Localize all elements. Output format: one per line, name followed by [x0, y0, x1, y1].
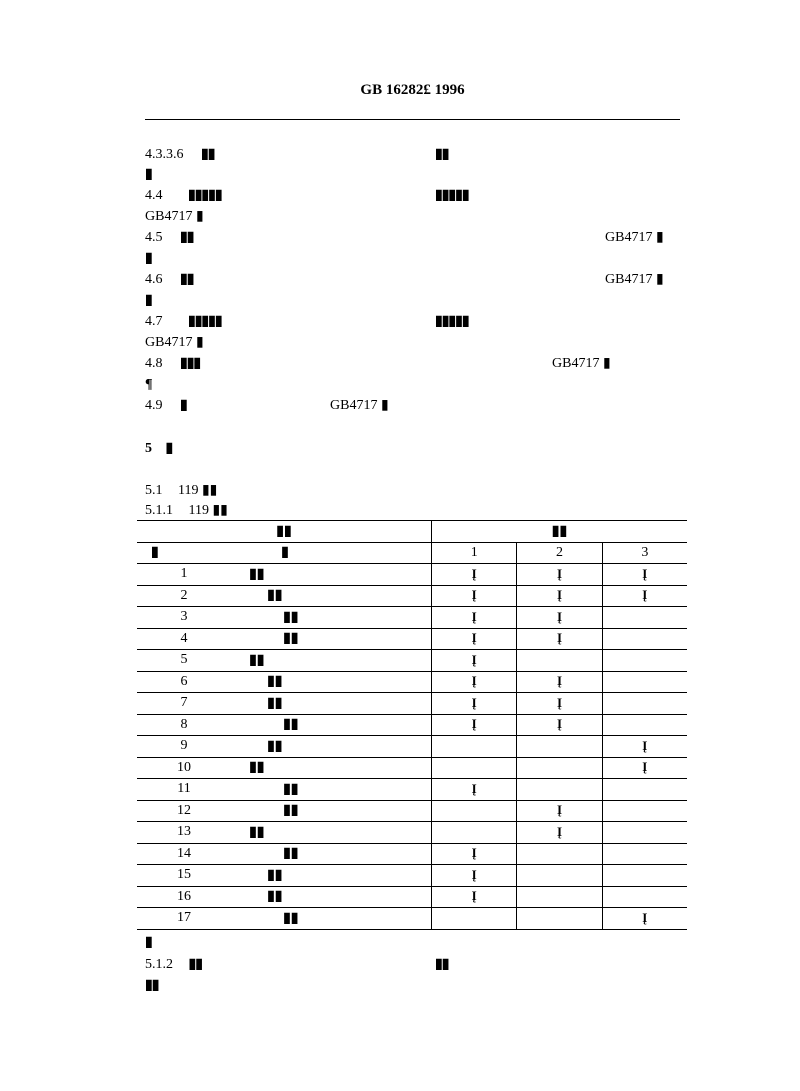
applicable-mark: Į	[556, 823, 563, 839]
row-name: ▮▮	[231, 886, 431, 908]
clause-4-9	[145, 397, 187, 415]
table-row	[137, 757, 687, 779]
col-1-cell	[432, 564, 517, 586]
col-1-cell	[432, 865, 517, 887]
col-header-1: 1	[432, 542, 517, 564]
table-group-right-header: ▮▮	[432, 521, 687, 543]
applicable-mark: Į	[471, 694, 477, 710]
table-row	[137, 607, 687, 629]
clause-number: 4.9	[145, 398, 163, 413]
applicable-mark: Į	[642, 565, 648, 581]
table-group-left-header: ▮▮	[137, 521, 432, 543]
table-row	[137, 822, 687, 844]
clause-4-3-3-6	[145, 146, 214, 164]
table-row	[137, 564, 687, 586]
col-3-cell	[602, 607, 687, 629]
clause-text-right: ▮▮▮▮▮	[435, 188, 469, 203]
col-header-name: ▮	[231, 542, 431, 564]
table-row	[137, 800, 687, 822]
col-1-cell	[432, 779, 517, 801]
clause-4-5	[145, 229, 193, 247]
row-number: 10	[137, 757, 231, 779]
applicable-mark: Į	[556, 802, 563, 818]
table-row	[137, 650, 687, 672]
col-2-cell	[517, 757, 602, 779]
col-1-cell	[432, 757, 517, 779]
row-number: 11	[137, 779, 231, 801]
clause-continuation: ▮	[145, 167, 152, 182]
applicable-mark: Į	[642, 909, 648, 925]
clause-4-8	[145, 355, 200, 373]
col-2-cell	[517, 843, 602, 865]
col-1-cell	[432, 908, 517, 930]
col-2-cell	[517, 908, 602, 930]
col-2-cell	[517, 800, 602, 822]
clause-number: 5.1.2	[145, 957, 173, 972]
col-2-cell	[517, 886, 602, 908]
clause-continuation: ¶	[145, 377, 152, 392]
row-name: ▮▮	[231, 714, 431, 736]
section-title: ▮	[165, 441, 173, 456]
row-number: 2	[137, 585, 231, 607]
col-3-cell	[602, 908, 687, 930]
page-header-title: GB 16282£ 1996	[360, 82, 465, 98]
col-3-cell	[602, 779, 687, 801]
col-1-cell	[432, 693, 517, 715]
col-3-cell	[602, 671, 687, 693]
clause-text: ▮▮	[180, 272, 194, 287]
col-2-cell	[517, 865, 602, 887]
clause-5-1-2	[145, 956, 202, 974]
row-name: ▮▮	[231, 650, 431, 672]
applicable-mark: Į	[556, 608, 563, 624]
applicable-mark: Į	[471, 780, 477, 796]
col-1-cell	[432, 736, 517, 758]
clause-continuation: ▮	[145, 293, 152, 308]
table-row	[137, 779, 687, 801]
applicable-mark: Į	[471, 673, 477, 689]
applicable-mark: Į	[471, 651, 477, 667]
col-2-cell	[517, 628, 602, 650]
clause-text-right: GB4717 ▮	[330, 398, 389, 413]
row-number: 9	[137, 736, 231, 758]
applicable-mark: Į	[471, 845, 477, 861]
clause-number: 4.8	[145, 356, 163, 371]
table-row	[137, 908, 687, 930]
table-row	[137, 886, 687, 908]
col-1-cell	[432, 714, 517, 736]
table-row	[137, 693, 687, 715]
col-1-cell	[432, 822, 517, 844]
clause-number: 4.4	[145, 188, 163, 203]
col-2-cell	[517, 650, 602, 672]
row-number: 17	[137, 908, 231, 930]
clause-continuation: GB4717 ▮	[145, 335, 204, 350]
col-header-number: ▮	[137, 542, 231, 564]
table-row	[137, 628, 687, 650]
table-row	[137, 736, 687, 758]
clause-5-1-1	[145, 502, 228, 520]
row-name: ▮▮	[231, 585, 431, 607]
col-3-cell	[602, 800, 687, 822]
clause-text-right: GB4717 ▮	[552, 356, 611, 371]
applicable-mark: Į	[471, 888, 477, 904]
applicable-mark: Į	[556, 587, 563, 603]
col-3-cell	[602, 585, 687, 607]
row-name: ▮▮	[231, 779, 431, 801]
col-1-cell	[432, 671, 517, 693]
applicable-mark: Į	[556, 565, 563, 581]
applicable-mark: Į	[471, 587, 477, 603]
table-group-header-row	[137, 521, 687, 543]
clause-text: ▮▮▮▮▮	[188, 188, 222, 203]
clause-continuation: ▮▮	[145, 978, 159, 993]
clause-number: 4.6	[145, 272, 163, 287]
col-2-cell	[517, 607, 602, 629]
row-name: ▮▮	[231, 607, 431, 629]
row-name: ▮▮	[231, 564, 431, 586]
col-1-cell	[432, 628, 517, 650]
col-1-cell	[432, 607, 517, 629]
row-name: ▮▮	[231, 671, 431, 693]
clause-continuation: ▮	[145, 251, 152, 266]
table-footnote: ▮	[145, 935, 152, 950]
applicable-mark: Į	[471, 716, 477, 732]
row-number: 7	[137, 693, 231, 715]
row-name: ▮▮	[231, 757, 431, 779]
row-name: ▮▮	[231, 843, 431, 865]
col-2-cell	[517, 693, 602, 715]
row-name: ▮▮	[231, 736, 431, 758]
col-3-cell	[602, 757, 687, 779]
row-name: ▮▮	[231, 800, 431, 822]
col-header-2: 2	[517, 542, 602, 564]
col-2-cell	[517, 779, 602, 801]
col-2-cell	[517, 564, 602, 586]
applicable-mark: Į	[471, 565, 477, 581]
clause-text: 119 ▮▮	[188, 503, 228, 518]
row-number: 13	[137, 822, 231, 844]
col-3-cell	[602, 714, 687, 736]
row-number: 5	[137, 650, 231, 672]
col-3-cell	[602, 865, 687, 887]
row-number: 14	[137, 843, 231, 865]
clause-text: ▮	[180, 398, 187, 413]
row-name: ▮▮	[231, 628, 431, 650]
clause-text: ▮▮▮	[180, 356, 201, 371]
col-3-cell	[602, 843, 687, 865]
applicable-mark: Į	[642, 587, 648, 603]
clause-text: ▮▮	[201, 147, 215, 162]
clause-text-right: ▮▮▮▮▮	[435, 314, 469, 329]
col-2-cell	[517, 585, 602, 607]
applicable-mark: Į	[642, 759, 648, 775]
table-column-header-row	[137, 542, 687, 564]
clause-text-right: GB4717 ▮	[605, 230, 664, 245]
row-number: 8	[137, 714, 231, 736]
table-row	[137, 865, 687, 887]
row-name: ▮▮	[231, 693, 431, 715]
row-number: 4	[137, 628, 231, 650]
section-5-heading	[145, 440, 172, 458]
applicable-mark: Į	[471, 630, 477, 646]
col-1-cell	[432, 585, 517, 607]
col-2-cell	[517, 822, 602, 844]
clause-text-right: GB4717 ▮	[605, 272, 664, 287]
col-header-3: 3	[602, 542, 687, 564]
applicable-mark: Į	[556, 630, 563, 646]
section-number: 5	[145, 441, 152, 456]
clause-number: 4.5	[145, 230, 163, 245]
applicable-mark: Į	[556, 694, 563, 710]
clause-number: 4.7	[145, 314, 163, 329]
table-row	[137, 671, 687, 693]
applicable-mark: Į	[556, 673, 563, 689]
col-1-cell	[432, 650, 517, 672]
row-number: 6	[137, 671, 231, 693]
row-number: 3	[137, 607, 231, 629]
row-number: 1	[137, 564, 231, 586]
row-name: ▮▮	[231, 908, 431, 930]
col-3-cell	[602, 886, 687, 908]
clause-4-6	[145, 271, 193, 289]
col-3-cell	[602, 822, 687, 844]
col-2-cell	[517, 714, 602, 736]
col-3-cell	[602, 628, 687, 650]
table-row	[137, 585, 687, 607]
col-3-cell	[602, 564, 687, 586]
col-3-cell	[602, 650, 687, 672]
clause-5-1	[145, 482, 217, 500]
row-number: 16	[137, 886, 231, 908]
table-row	[137, 714, 687, 736]
row-name: ▮▮	[231, 822, 431, 844]
col-2-cell	[517, 671, 602, 693]
col-1-cell	[432, 800, 517, 822]
col-2-cell	[517, 736, 602, 758]
clause-continuation: GB4717 ▮	[145, 209, 204, 224]
row-number: 12	[137, 800, 231, 822]
table-row	[137, 843, 687, 865]
row-name: ▮▮	[231, 865, 431, 887]
clause-number: 5.1.1	[145, 503, 173, 518]
clause-text: ▮▮	[180, 230, 194, 245]
col-3-cell	[602, 693, 687, 715]
classification-table	[137, 520, 687, 930]
applicable-mark: Į	[471, 866, 477, 882]
col-1-cell	[432, 886, 517, 908]
clause-4-7	[145, 313, 222, 331]
clause-number: 5.1	[145, 483, 163, 498]
clause-text: ▮▮▮▮▮	[188, 314, 222, 329]
applicable-mark: Į	[556, 716, 563, 732]
clause-text-right: ▮▮	[435, 957, 449, 972]
clause-number: 4.3.3.6	[145, 147, 184, 162]
clause-text-right: ▮▮	[435, 147, 449, 162]
col-3-cell	[602, 736, 687, 758]
applicable-mark: Į	[471, 608, 477, 624]
header-divider	[145, 119, 680, 120]
clause-text: 119 ▮▮	[178, 483, 218, 498]
row-number: 15	[137, 865, 231, 887]
clause-text: ▮▮	[188, 957, 202, 972]
clause-4-4	[145, 187, 222, 205]
applicable-mark: Į	[642, 737, 648, 753]
col-1-cell	[432, 843, 517, 865]
